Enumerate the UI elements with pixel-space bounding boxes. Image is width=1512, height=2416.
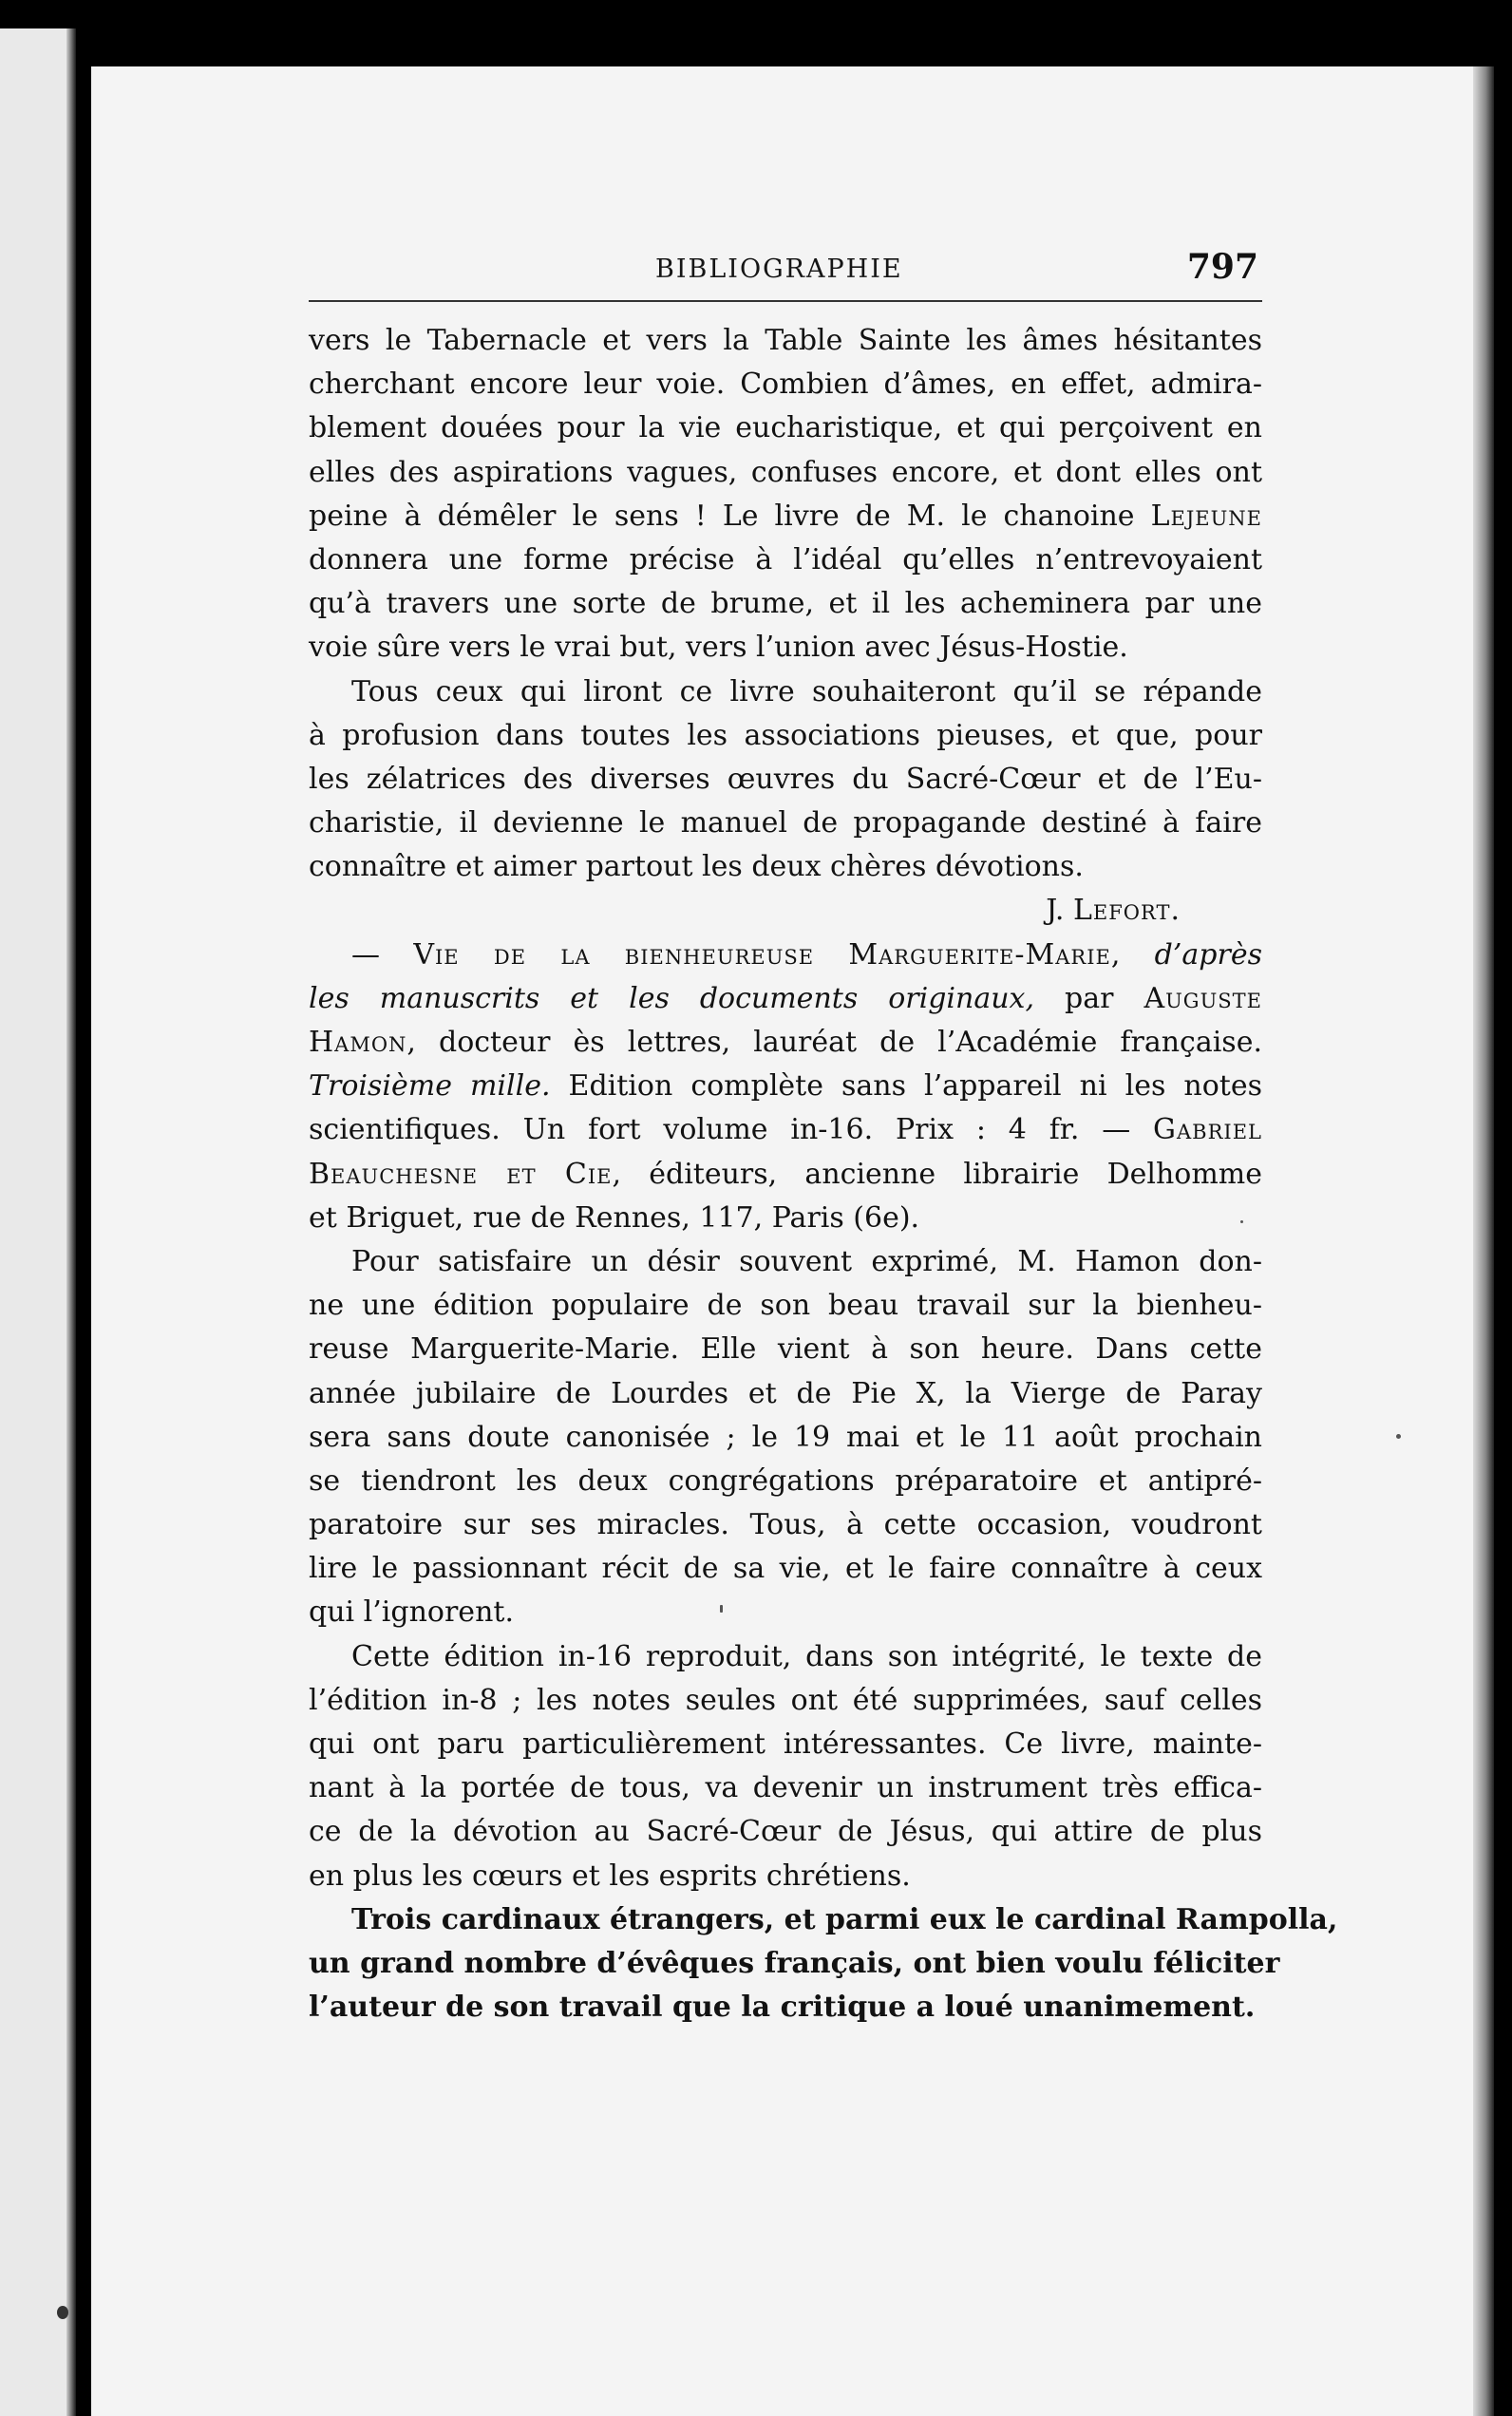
text-line: Trois cardinaux étrangers, et parmi eux le cardinal Rampolla,	[351, 1902, 1338, 1936]
author-firstname: Auguste	[1143, 981, 1262, 1015]
page-edge-shadow	[1473, 66, 1494, 2416]
text-run: Edition complète sans l’appareil ni les notes	[550, 1069, 1262, 1104]
scan-speck	[1396, 1434, 1401, 1439]
text-line: qui l’ignorent.	[309, 1595, 514, 1630]
text-run: —	[351, 937, 414, 972]
text-line	[309, 495, 1262, 538]
text-run: les manuscrits et les documents originaux,	[309, 981, 1034, 1015]
page-number: 797	[1186, 247, 1258, 287]
text-line: en plus les cœurs et les esprits chrétiens.	[309, 1859, 911, 1893]
scan-speck	[57, 2306, 68, 2319]
text-line: ne une édition populaire de son beau travail sur la bienheu-	[309, 1289, 1262, 1323]
text-line: année jubilaire de Lourdes et de Pie X, la Vierge de Paray	[309, 1376, 1262, 1410]
text-run: scientifiques. Un fort volume in-16. Prix : 4 fr. —	[309, 1113, 1154, 1147]
signature-surname: Lefort.	[1072, 894, 1181, 928]
entry-line	[309, 977, 1262, 1021]
text-line: un grand nombre d’évêques français, ont bien voulu féliciter	[309, 1946, 1280, 1980]
publisher-name: Beauchesne et Cie	[309, 1157, 613, 1191]
body-text	[309, 319, 1338, 2029]
text-line: Cette édition in-16 reproduit, dans son intégrité, le texte de	[351, 1639, 1262, 1673]
text-run: peine à démêler le sens ! Le livre de M. le chanoine	[309, 499, 1151, 533]
publisher-name: Gabriel	[1153, 1113, 1262, 1147]
text-run: par	[1034, 981, 1144, 1015]
text-line: blement douées pour la vie eucharistique, et qui perçoivent en	[309, 411, 1262, 445]
text-line: se tiendront les deux congrégations préparatoire et antipré-	[309, 1463, 1262, 1498]
text-run: , docteur ès lettres, lauréat de l’Académie française.	[406, 1026, 1262, 1059]
scan-speck	[1240, 1220, 1243, 1223]
text-line: paratoire sur ses miracles. Tous, à cette occasion, voudront	[309, 1508, 1262, 1542]
author-surname: Hamon	[309, 1026, 407, 1059]
text-line: donnera une forme précise à l’idéal qu’elles n’entrevoyaient	[309, 542, 1262, 576]
book-title: Vie de la bienheureuse Marguerite-Marie,	[413, 937, 1122, 972]
text-run: d’après	[1121, 937, 1262, 972]
text-line: qu’à travers une sorte de brume, et il les acheminera par une	[309, 587, 1262, 621]
text-line: elles des aspirations vagues, confuses encore, et dont elles ont	[309, 455, 1262, 489]
text-run: , éditeurs, ancienne librairie Delhomme	[612, 1157, 1263, 1191]
text-line: Pour satisfaire un désir souvent exprimé, M. Hamon don-	[351, 1244, 1262, 1278]
text-line: à profusion dans toutes les associations pieuses, et que, pour	[309, 718, 1262, 752]
scan-speck	[720, 1605, 723, 1613]
running-head-title: BIBLIOGRAPHIE	[655, 255, 903, 284]
text-line: lire le passionnant récit de sa vie, et le faire connaître à ceux	[309, 1552, 1262, 1586]
text-line: voie sûre vers le vrai but, vers l’union avec Jésus-Hostie.	[309, 631, 1128, 665]
author-name: Lejeune	[1150, 499, 1262, 533]
text-line: l’édition in-8 ; les notes seules ont été supprimées, sauf celles	[309, 1683, 1262, 1717]
entry-line	[309, 1153, 1262, 1197]
text-line: qui ont paru particulièrement intéressantes. Ce livre, mainte-	[309, 1727, 1262, 1761]
entry-line	[309, 934, 1262, 977]
text-line: cherchant encore leur voie. Combien d’âmes, en effet, admira-	[309, 368, 1262, 402]
entry-line: et Briguet, rue de Rennes, 117, Paris (6e).	[309, 1200, 920, 1235]
running-head	[309, 249, 1262, 306]
text-line: les zélatrices des diverses œuvres du Sacré-Cœur et de l’Eu-	[309, 762, 1262, 796]
edition-note: Troisième mille.	[309, 1069, 551, 1104]
signature	[309, 889, 1262, 933]
entry-line	[309, 1108, 1262, 1152]
text-line: vers le Tabernacle et vers la Table Sainte les âmes hésitantes	[309, 324, 1262, 357]
entry-line	[309, 1021, 1262, 1065]
text-line: Tous ceux qui liront ce livre souhaiteront qu’il se répande	[351, 674, 1262, 708]
text-line: connaître et aimer partout les deux chères dévotions.	[309, 850, 1084, 884]
header-rule	[309, 300, 1262, 302]
entry-line	[309, 1065, 1262, 1108]
text-line: charistie, il devienne le manuel de propagande destiné à faire	[309, 806, 1262, 840]
text-line: nant à la portée de tous, va devenir un instrument très effica-	[309, 1771, 1262, 1805]
book-gutter	[66, 28, 76, 2416]
text-line: ce de la dévotion au Sacré-Cœur de Jésus, qui attire de plus	[309, 1815, 1262, 1849]
text-line: l’auteur de son travail que la critique a loué unanimement.	[309, 1991, 1256, 2025]
signature-initial: J.	[1046, 894, 1073, 928]
facing-page-edge	[0, 28, 76, 2416]
text-line: reuse Marguerite-Marie. Elle vient à son heure. Dans cette	[309, 1332, 1262, 1367]
text-line: sera sans doute canonisée ; le 19 mai et le 11 août prochain	[309, 1420, 1262, 1454]
